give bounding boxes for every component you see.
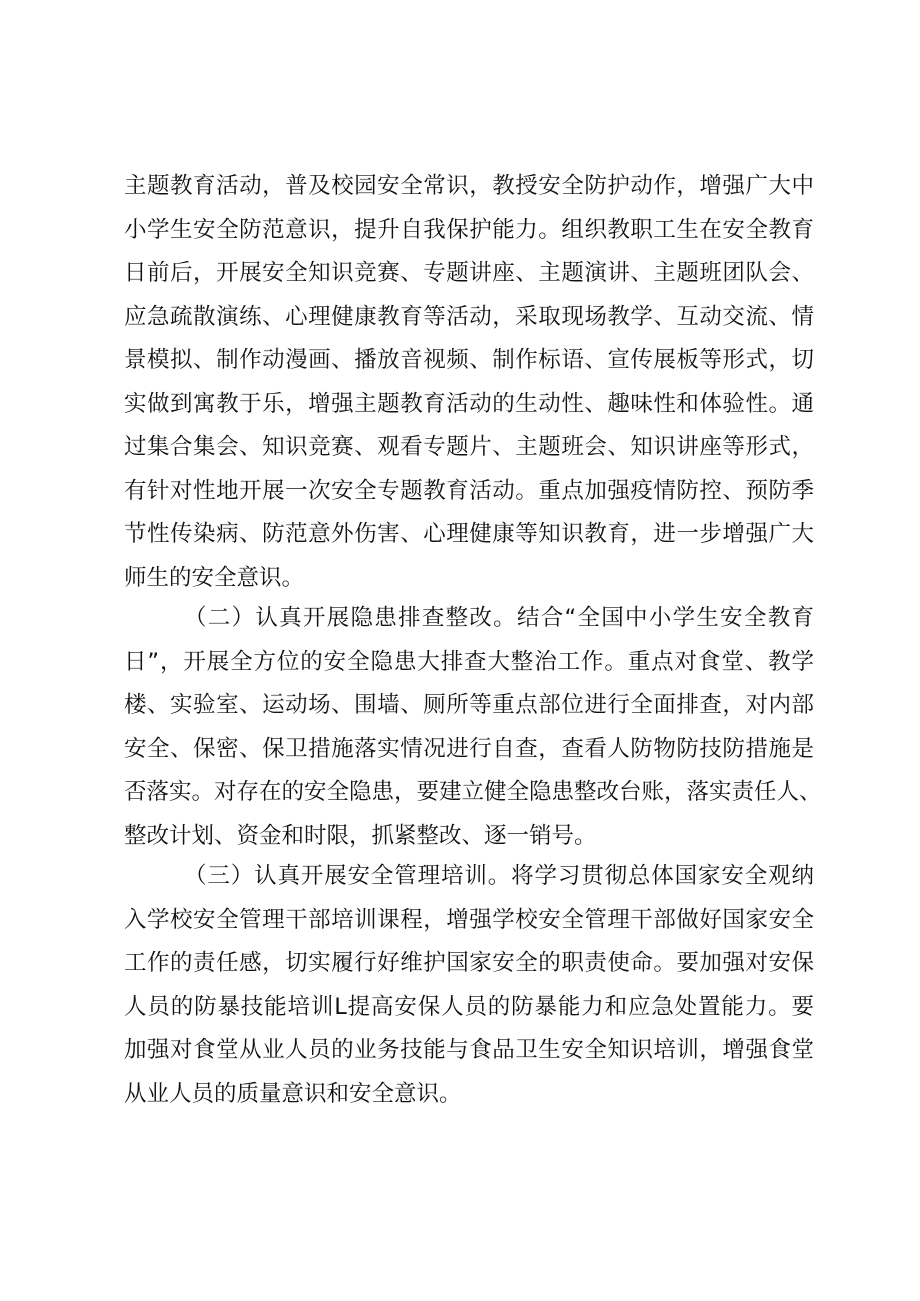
paragraph-line-last: 整改计划、资金和时限，抓紧整改、逐一销号。 bbox=[124, 822, 597, 849]
paragraph-line-last: 师生的安全意识。 bbox=[124, 564, 305, 591]
paragraph-line: 应急疏散演练、心理健康教育等活动，采取现场教学、互动交流、情 bbox=[124, 303, 814, 330]
paragraph-line: 过集合集会、知识竞赛、观看专题片、主题班会、知识讲座等形式， bbox=[124, 434, 814, 460]
paragraph-first-line: （二）认真开展隐患排查整改。结合“全国中小学生安全教育 bbox=[184, 605, 814, 631]
paragraph-line: 有针对性地开展一次安全专题教育活动。重点加强疫情防控、预防季 bbox=[124, 477, 814, 504]
paragraph-safety-education bbox=[124, 165, 814, 600]
paragraph-line: 景模拟、制作动漫画、播放音视频、制作标语、宣传展板等形式，切 bbox=[124, 347, 814, 373]
paragraph-line: 安全、保密、保卫措施落实情况进行自查，查看人防物防技防措施是 bbox=[124, 735, 814, 762]
paragraph-first-line: （三）认真开展安全管理培训。将学习贯彻总体国家安全观纳 bbox=[184, 863, 814, 889]
paragraph-line: 加强对食堂从业人员的业务技能与食品卫生安全知识培训，增强食堂 bbox=[124, 1037, 814, 1063]
paragraph-line: 日”，开展全方位的安全隐患大排查大整治工作。重点对食堂、教学 bbox=[124, 648, 814, 675]
paragraph-line: 否落实。对存在的安全隐患，要建立健全隐患整改台账，落实责任人、 bbox=[124, 779, 822, 805]
paragraph-line: 实做到寓教于乐，增强主题教育活动的生动性、趣味性和体验性。通 bbox=[124, 390, 814, 417]
paragraph-line: 人员的防暴技能培训L提高安保人员的防暴能力和应急处置能力。要 bbox=[124, 993, 814, 1020]
paragraph-line-last: 从业人员的质量意识和安全意识。 bbox=[124, 1080, 462, 1107]
paragraph-line: 日前后，开展安全知识竞赛、专题讲座、主题演讲、主题班团队会、 bbox=[124, 260, 814, 286]
paragraph-line: 楼、实验室、运动场、围墙、厕所等重点部位进行全面排查，对内部 bbox=[124, 692, 814, 718]
paragraph-line: 节性传染病、防范意外伤害、心理健康等知识教育，进一步增强广大 bbox=[124, 521, 814, 547]
paragraph-line: 主题教育活动，普及校园安全常识，教授安全防护动作，增强广大中 bbox=[124, 173, 814, 199]
paragraph-hazard-inspection bbox=[124, 597, 822, 858]
paragraph-line: 工作的责任感，切实履行好维护国家安全的职责使命。要加强对安保 bbox=[124, 950, 814, 976]
paragraph-line: 小学生安全防范意识，提升自我保护能力。组织教职工生在安全教育 bbox=[124, 216, 814, 243]
paragraph-management-training bbox=[124, 855, 814, 1116]
paragraph-line: 入学校安全管理干部培训课程，增强学校安全管理干部做好国家安全 bbox=[124, 906, 814, 933]
